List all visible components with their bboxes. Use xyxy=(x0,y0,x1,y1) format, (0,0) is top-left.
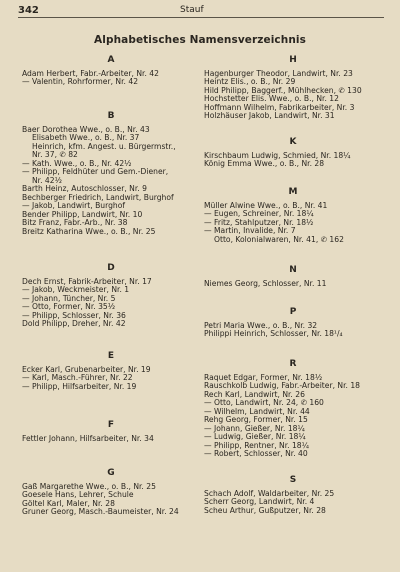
directory-entry: — Philipp, Rentner, Nr. 18¼ xyxy=(204,441,309,450)
directory-entry: Rehg Georg, Former, Nr. 15 xyxy=(204,416,308,424)
section-letter: B xyxy=(107,111,115,121)
directory-entry: Nr. 37, ✆ 82 xyxy=(32,151,78,159)
section-b xyxy=(22,112,200,236)
directory-entry: Holzhäuser Jakob, Landwirt, Nr. 31 xyxy=(204,112,335,120)
directory-entry: Otto, Kolonialwaren, Nr. 41, ✆ 162 xyxy=(214,235,344,244)
directory-entry: Dold Philipp, Dreher, Nr. 42 xyxy=(22,320,126,328)
directory-entry: Raquet Edgar, Former, Nr. 18½ xyxy=(204,373,323,382)
section-h xyxy=(204,56,382,121)
section-letter: E xyxy=(107,351,115,361)
running-title: Stauf xyxy=(180,5,204,15)
directory-entry: Schach Adolf, Waldarbeiter, Nr. 25 xyxy=(204,489,335,498)
section-r xyxy=(204,360,382,459)
section-letter: H xyxy=(289,55,297,65)
section-letter: S xyxy=(289,475,297,485)
directory-entry: — Eugen, Schreiner, Nr. 18¼ xyxy=(204,210,314,218)
directory-entry: Göltel Karl, Maler, Nr. 28 xyxy=(22,499,115,508)
section-letter: N xyxy=(289,265,297,275)
directory-entry: Bechberger Friedrich, Landwirt, Burghof xyxy=(22,193,174,202)
section-letter: G xyxy=(107,468,115,478)
section-a xyxy=(22,56,200,87)
directory-entry: Goesele Hans, Lehrer, Schule xyxy=(22,491,134,499)
directory-entry: Bender Philipp, Landwirt, Nr. 10 xyxy=(22,210,143,219)
running-header xyxy=(0,3,400,17)
section-letter: F xyxy=(107,420,115,430)
section-f xyxy=(22,421,200,443)
directory-entry: — Otto, Landwirt, Nr. 24, ✆ 160 xyxy=(204,399,324,407)
directory-entry: — Johann, Tüncher, Nr. 5 xyxy=(22,294,116,303)
directory-entry: Heintz Elis., o. B., Nr. 29 xyxy=(204,78,296,86)
directory-entry: — Karl, Masch.-Führer, Nr. 22 xyxy=(22,374,133,382)
section-k xyxy=(204,138,382,169)
directory-entry: — Johann, Gießer, Nr. 18¼ xyxy=(204,424,305,433)
directory-entry: — Fritz, Stahlputzer, Nr. 18½ xyxy=(204,218,314,227)
section-m xyxy=(204,188,382,244)
directory-entry: Scherr Georg, Landwirt, Nr. 4 xyxy=(204,498,315,506)
directory-entry: Petri Maria Wwe., o. B., Nr. 32 xyxy=(204,321,318,330)
directory-entry: König Emma Wwe., o. B., Nr. 28 xyxy=(204,160,325,168)
directory-entry: Nr. 42½ xyxy=(32,176,62,185)
section-letter: R xyxy=(289,359,297,369)
directory-entry: Philippi Heinrich, Schlosser, Nr. 18¹/₄ xyxy=(204,330,343,338)
directory-entry: Barth Heinz, Autoschlosser, Nr. 9 xyxy=(22,185,147,193)
directory-entry: Elisabeth Wwe., o. B., Nr. 37 xyxy=(32,134,140,142)
directory-entry: Scheu Arthur, Gußputzer, Nr. 28 xyxy=(204,506,326,515)
directory-entry: — Martin, Invalide, Nr. 7 xyxy=(204,227,296,235)
directory-entry: Rech Karl, Landwirt, Nr. 26 xyxy=(204,390,305,399)
directory-entry: — Wilhelm, Landwirt, Nr. 44 xyxy=(204,407,310,416)
directory-entry: Hoffmann Wilhelm, Fabrikarbeiter, Nr. 3 xyxy=(204,103,355,112)
directory-entry: — Jakob, Landwirt, Burghof xyxy=(22,202,126,210)
section-letter: A xyxy=(107,55,115,65)
directory-entry: — Philipp, Schlosser, Nr. 36 xyxy=(22,311,126,320)
section-g xyxy=(22,469,200,517)
directory-entry: — Valentin, Rohrformer, Nr. 42 xyxy=(22,78,139,86)
directory-entry: Bitz Franz, Fabr.-Arb., Nr. 38 xyxy=(22,219,128,227)
directory-entry: Hagenburger Theodor, Landwirt, Nr. 23 xyxy=(204,69,353,78)
directory-entry: — Philipp, Hilfsarbeiter, Nr. 19 xyxy=(22,382,137,391)
directory-entry: Ecker Karl, Grubenarbeiter, Nr. 19 xyxy=(22,365,151,374)
directory-entry: Niemes Georg, Schlosser, Nr. 11 xyxy=(204,279,327,288)
section-d xyxy=(22,264,200,329)
directory-entry: Heinrich, kfm. Angest. u. Bürgermstr., xyxy=(32,142,176,151)
directory-entry: — Jakob, Weckmeister, Nr. 1 xyxy=(22,286,130,294)
directory-entry: Gruner Georg, Masch.-Baumeister, Nr. 24 xyxy=(22,508,179,516)
header-rule xyxy=(18,17,384,18)
section-letter: M xyxy=(288,187,298,197)
directory-entry: Baer Dorothea Wwe., o. B., Nr. 43 xyxy=(22,125,150,134)
section-s xyxy=(204,476,382,515)
directory-entry: Kirschbaum Ludwig, Schmied, Nr. 18¼ xyxy=(204,151,351,160)
section-letter: D xyxy=(107,263,115,273)
directory-entry: — Otto, Former, Nr. 35½ xyxy=(22,303,116,311)
directory-entry: — Kath. Wwe., o. B., Nr. 42½ xyxy=(22,159,132,168)
directory-entry: Breitz Katharina Wwe., o. B., Nr. 25 xyxy=(22,227,156,236)
directory-entry: — Ludwig, Gießer, Nr. 18¼ xyxy=(204,433,306,441)
section-letter: P xyxy=(289,307,297,317)
directory-entry: Adam Herbert, Fabr.-Arbeiter, Nr. 42 xyxy=(22,69,159,78)
section-letter: K xyxy=(289,137,297,147)
directory-entry: Rauschkolb Ludwig, Fabr.-Arbeiter, Nr. 18 xyxy=(204,382,361,390)
page-number: 342 xyxy=(18,5,39,16)
directory-entry: Hild Philipp, Baggerf., Mühlhecken, ✆ 130 xyxy=(204,86,362,95)
section-n xyxy=(204,266,382,288)
directory-entry: — Philipp, Feldhüter und Gem.-Diener, xyxy=(22,168,169,176)
directory-entry: Müller Alwine Wwe., o. B., Nr. 41 xyxy=(204,201,328,210)
section-p xyxy=(204,308,382,339)
page-title: Alphabetisches Namensverzeichnis xyxy=(94,34,306,46)
directory-entry: Gaß Margarethe Wwe., o. B., Nr. 25 xyxy=(22,482,156,491)
section-e xyxy=(22,352,200,391)
directory-entry: — Robert, Schlosser, Nr. 40 xyxy=(204,450,308,458)
directory-entry: Hochstetter Elis. Wwe., o. B., Nr. 12 xyxy=(204,95,339,103)
directory-entry: Fettler Johann, Hilfsarbeiter, Nr. 34 xyxy=(22,434,154,443)
directory-entry: Dech Ernst, Fabrik-Arbeiter, Nr. 17 xyxy=(22,277,152,286)
